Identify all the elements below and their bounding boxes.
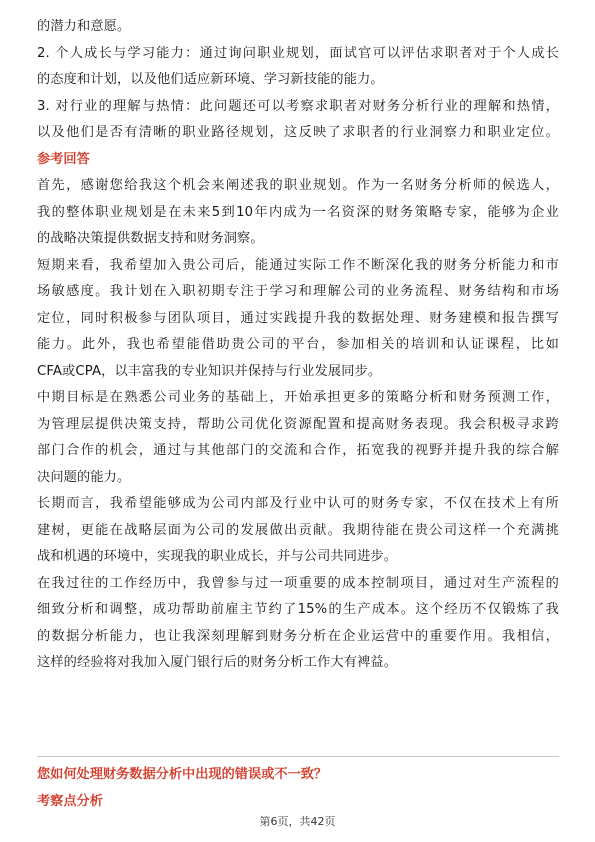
answer-heading: 参考回答 bbox=[37, 151, 90, 167]
answer-line: 的战略决策提供数据支持和财务洞察。 bbox=[37, 231, 264, 246]
answer-line: 能力。此外，我也希望能借助贵公司的平台，参加相关的培训和认证课程，比如 bbox=[37, 337, 559, 352]
next-question-heading: 您如何处理财务数据分析中出现的错误或不一致？ bbox=[37, 767, 328, 782]
answer-line: 中期目标是在熟悉公司业务的基础上，开始承担更多的策略分析和财务预测工作， bbox=[37, 390, 559, 405]
answer-line: 细致分析和调整，成功帮助前雇主节约了15%的生产成本。这个经历不仅锻炼了我 bbox=[37, 602, 559, 617]
document-body bbox=[37, 14, 559, 677]
text-line: 3. 对行业的理解与热情：此问题还可以考察求职者对财务分析行业的理解和热情， bbox=[37, 98, 559, 114]
text-line: 的潜力和意愿。 bbox=[37, 19, 131, 34]
answer-line: 长期而言，我希望能够成为公司内部及行业中认可的财务专家，不仅在技术上有所 bbox=[37, 496, 559, 511]
text-line: 以及他们是否有清晰的职业路径规划，这反映了求职者的行业洞察力和职业定位。 bbox=[37, 125, 559, 140]
text-line: 的态度和计划，以及他们适应新环境、学习新技能的能力。 bbox=[37, 72, 384, 87]
answer-line: 建树，更能在战略层面为公司的发展做出贡献。我期待能在贵公司这样一个充满挑 bbox=[37, 522, 559, 538]
answer-line: 定位，同时积极参与团队项目，通过实践提升我的数据处理、财务建模和报告撰写 bbox=[37, 310, 559, 326]
answer-line: CFA或CPA，以丰富我的专业知识并保持与行业发展同步。 bbox=[37, 363, 382, 379]
answer-line: 部门合作的机会，通过与其他部门的交流和合作，拓宽我的视野并提升我的综合解 bbox=[37, 443, 559, 458]
text-line: 2. 个人成长与学习能力：通过询问职业规划，面试官可以评估求职者对于个人成长 bbox=[37, 45, 559, 61]
analysis-heading: 考察点分析 bbox=[37, 793, 103, 809]
answer-line: 战和机遇的环境中，实现我的职业成长，并与公司共同进步。 bbox=[37, 549, 398, 564]
next-section bbox=[37, 762, 559, 815]
answer-line: 为管理层提供决策支持，帮助公司优化资源配置和提高财务表现。我会积极寻求跨 bbox=[37, 416, 559, 432]
page-number: 第6页，共42页 bbox=[259, 815, 336, 828]
answer-line: 这样的经验将对我加入厦门银行后的财务分析工作大有裨益。 bbox=[37, 655, 398, 670]
answer-line: 的数据分析能力，也让我深刻理解到财务分析在企业运营中的重要作用。我相信， bbox=[37, 628, 559, 644]
answer-line: 决问题的能力。 bbox=[37, 469, 131, 485]
answer-line: 短期来看，我希望加入贵公司后，能通过实际工作不断深化我的财务分析能力和市 bbox=[37, 257, 559, 273]
answer-line: 我的整体职业规划是在未来5到10年内成为一名资深的财务策略专家，能够为企业 bbox=[37, 204, 559, 220]
section-divider bbox=[37, 756, 559, 757]
answer-line: 首先，感谢您给我这个机会来阐述我的职业规划。作为一名财务分析师的候选人， bbox=[37, 178, 559, 193]
answer-line: 在我过往的工作经历中，我曾参与过一项重要的成本控制项目，通过对生产流程的 bbox=[37, 575, 559, 591]
answer-line: 场敏感度。我计划在入职初期专注于学习和理解公司的业务流程、财务结构和市场 bbox=[37, 284, 559, 299]
